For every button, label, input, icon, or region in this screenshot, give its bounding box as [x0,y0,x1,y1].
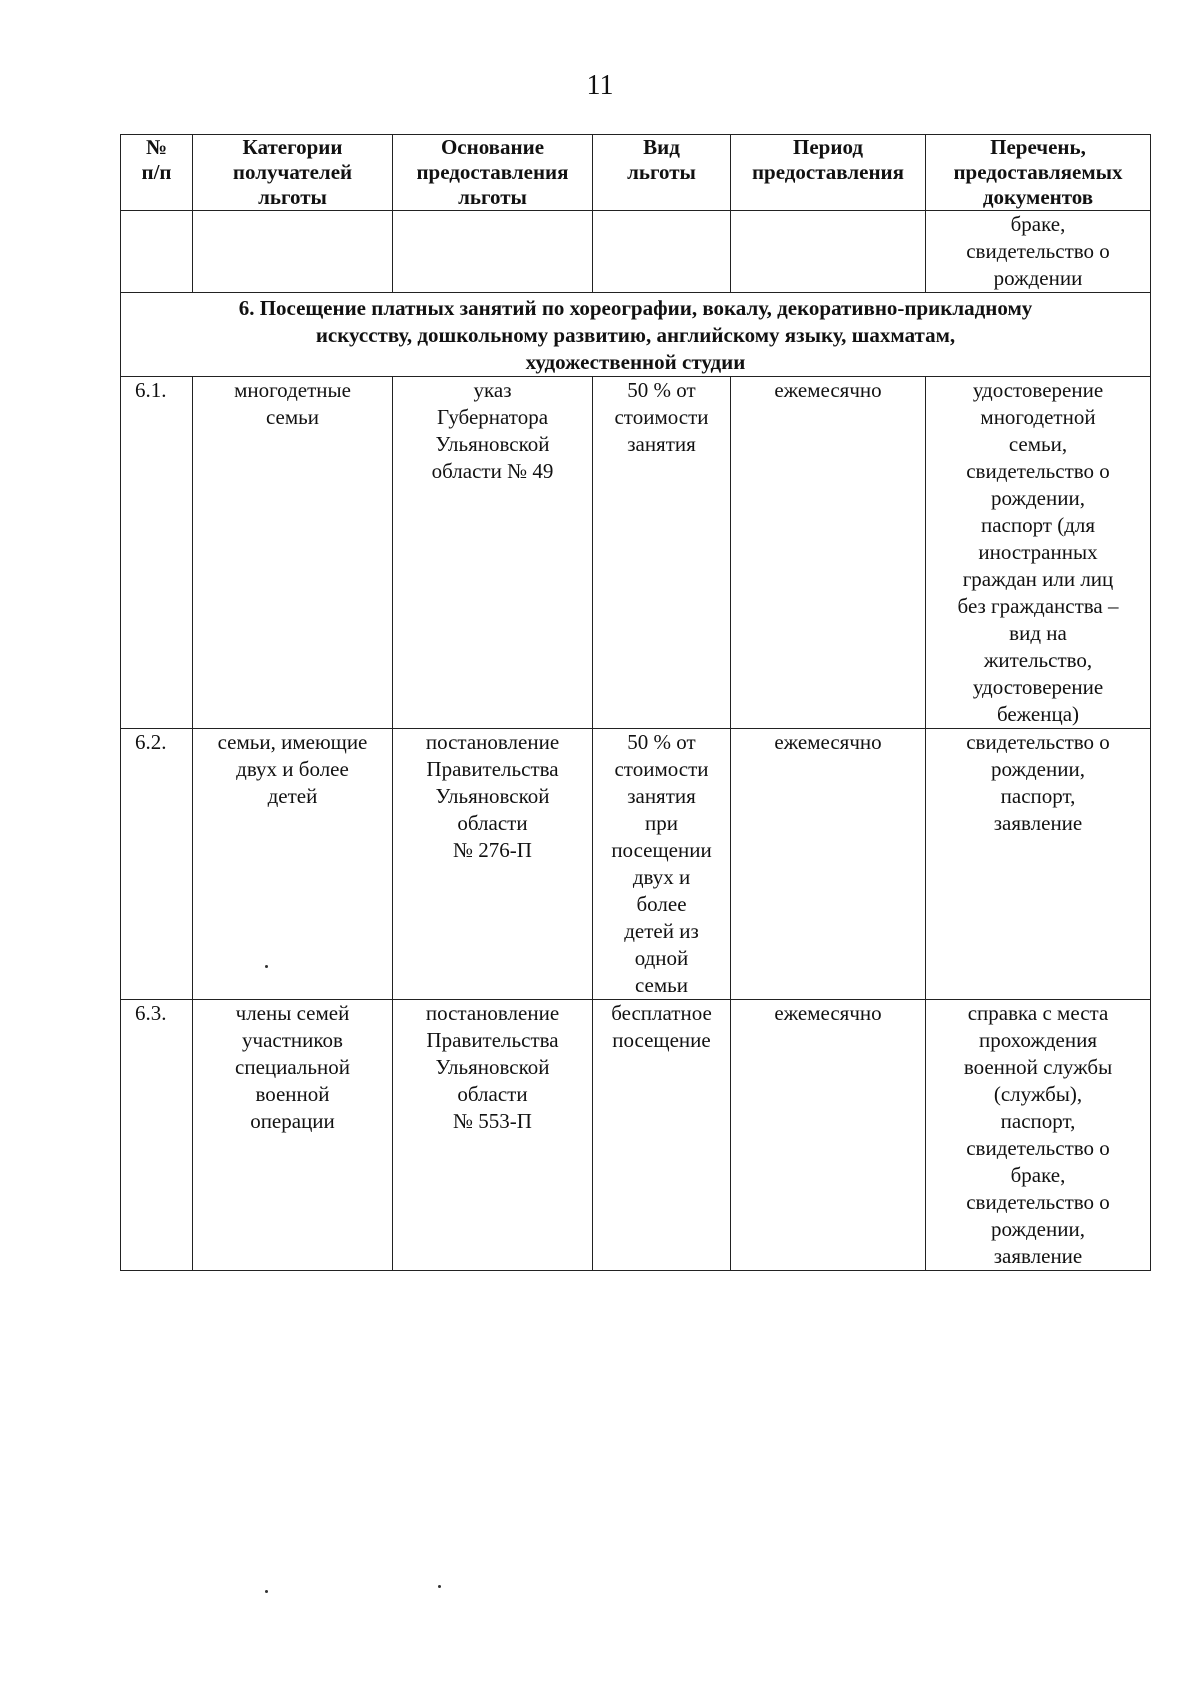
row-period: ежемесячно [731,1000,926,1271]
row-category: многодетные семьи [193,377,393,729]
section-row [121,293,1151,377]
row-num: 6.3. [121,1000,193,1271]
continuation-documents: браке, свидетельство о рождении [926,211,1151,293]
continuation-row [121,211,1151,293]
row-documents: свидетельство о рождении, паспорт, заявление [926,729,1151,1000]
scan-speck [265,965,268,968]
table-row [121,729,1151,1000]
row-documents: удостоверение многодетной семьи, свидетельство о рождении, паспорт (для иностранных граждан или лиц без гражданства – вид на жительство, удостоверение беженца) [926,377,1151,729]
header-period: Период предоставления [731,135,926,211]
continuation-category [193,211,393,293]
row-type: бесплатное посещение [593,1000,731,1271]
continuation-basis [393,211,593,293]
row-category: члены семей участников специальной военной операции [193,1000,393,1271]
row-basis: указ Губернатора Ульяновской области № 49 [393,377,593,729]
row-basis: постановление Правительства Ульяновской области № 276-П [393,729,593,1000]
table-row [121,1000,1151,1271]
header-num: № п/п [121,135,193,211]
page-number: 11 [586,70,614,101]
row-num: 6.2. [121,729,193,1000]
continuation-num [121,211,193,293]
row-category: семьи, имеющие двух и более детей [193,729,393,1000]
header-documents: Перечень, предоставляемых документов [926,135,1151,211]
row-type: 50 % от стоимости занятия [593,377,731,729]
continuation-type [593,211,731,293]
scan-speck [438,1585,441,1588]
benefits-table [120,134,1151,1271]
section-title: 6. Посещение платных занятий по хореографии, вокалу, декоративно-прикладному искусству, дошкольному развитию, английскому языку, шахматам, художественной студии [121,293,1151,377]
scan-speck [265,1590,268,1593]
header-row [121,135,1151,211]
continuation-period [731,211,926,293]
header-basis: Основание предоставления льготы [393,135,593,211]
row-num: 6.1. [121,377,193,729]
row-documents: справка с места прохождения военной службы (службы), паспорт, свидетельство о браке, свидетельство о рождении, заявление [926,1000,1151,1271]
row-period: ежемесячно [731,377,926,729]
header-category: Категории получателей льготы [193,135,393,211]
row-basis: постановление Правительства Ульяновской области № 553-П [393,1000,593,1271]
table-row [121,377,1151,729]
row-type: 50 % от стоимости занятия при посещении двух и более детей из одной семьи [593,729,731,1000]
header-type: Вид льготы [593,135,731,211]
row-period: ежемесячно [731,729,926,1000]
